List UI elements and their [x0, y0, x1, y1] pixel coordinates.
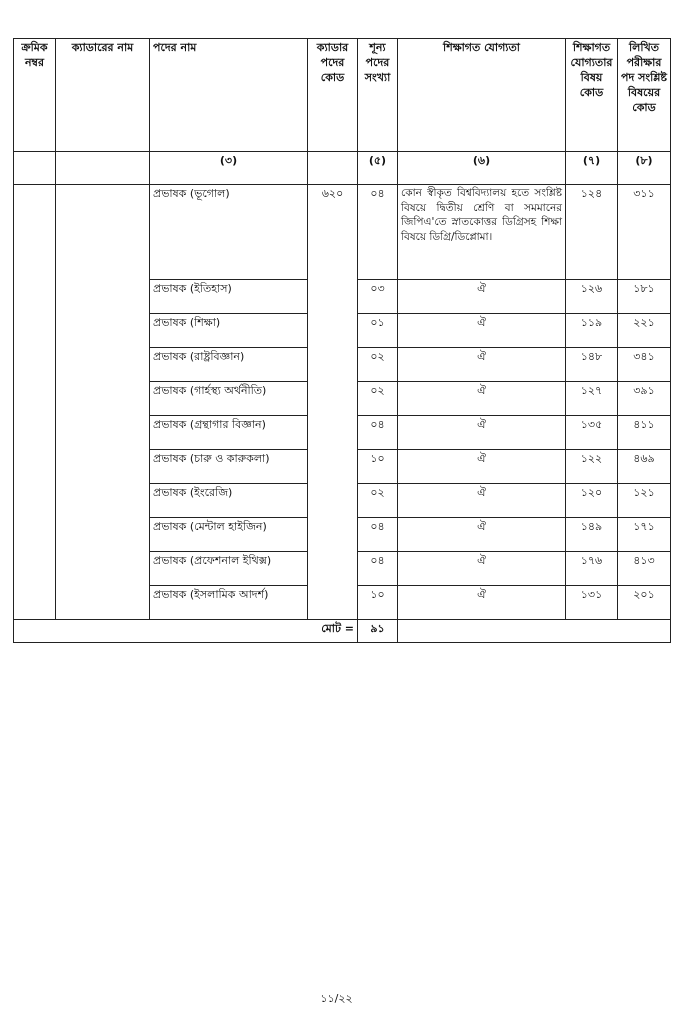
cadre-name-cell — [56, 314, 150, 348]
subject-code-cell: ১২৬ — [566, 280, 618, 314]
qualification-cell: ঐ — [398, 484, 566, 518]
post-name-cell: প্রভাষক (ভূগোল) — [150, 185, 308, 280]
serial-cell — [14, 518, 56, 552]
table-row — [14, 280, 671, 314]
column-number — [308, 152, 358, 185]
column-number — [14, 152, 56, 185]
column-number-row — [14, 152, 671, 185]
column-number: (৬) — [398, 152, 566, 185]
cadre-name-cell — [56, 382, 150, 416]
table-row — [14, 450, 671, 484]
exam-code-cell: ৩১১ — [618, 185, 671, 280]
cadre-name-cell — [56, 484, 150, 518]
vacancies-cell: ০২ — [358, 348, 398, 382]
subject-code-cell: ১১৯ — [566, 314, 618, 348]
total-row — [14, 620, 671, 643]
post-name-cell: প্রভাষক (মেন্টাল হাইজিন) — [150, 518, 308, 552]
cadre-code-cell — [308, 552, 358, 586]
table-row — [14, 185, 671, 280]
cadre-code-cell — [308, 484, 358, 518]
column-number — [56, 152, 150, 185]
qualification-cell: ঐ — [398, 416, 566, 450]
column-number: (৫) — [358, 152, 398, 185]
post-name-cell: প্রভাষক (প্রফেশনাল ইথিক্স) — [150, 552, 308, 586]
header-serial: ক্রমিক নম্বর — [14, 39, 56, 152]
cadre-name-cell — [56, 552, 150, 586]
serial-cell — [14, 450, 56, 484]
qualification-cell: কোন স্বীকৃত বিশ্ববিদ্যালয় হতে সংশ্লিষ্ট বিষয়ে দ্বিতীয় শ্রেণি বা সমমানের জিপিএ'তে স্নাতকোত্তর ডিগ্রিসহ শিক্ষা বিষয়ে ডিগ্রি/ডিপ্লোমা। — [398, 185, 566, 280]
serial-cell — [14, 280, 56, 314]
exam-code-cell: ৪১৩ — [618, 552, 671, 586]
exam-code-cell: ১৭১ — [618, 518, 671, 552]
qualification-cell: ঐ — [398, 552, 566, 586]
qualification-cell: ঐ — [398, 280, 566, 314]
cadre-code-cell — [308, 450, 358, 484]
subject-code-cell: ১৭৬ — [566, 552, 618, 586]
qualification-cell: ঐ — [398, 382, 566, 416]
page-number: ১১/২২ — [320, 992, 353, 1005]
column-number: (৭) — [566, 152, 618, 185]
header-post-name: পদের নাম — [150, 39, 308, 152]
vacancies-cell: ০২ — [358, 382, 398, 416]
column-number: (৩) — [150, 152, 308, 185]
serial-cell — [14, 484, 56, 518]
exam-code-cell: ৩৪১ — [618, 348, 671, 382]
subject-code-cell: ১৩১ — [566, 586, 618, 620]
subject-code-cell: ১৩৫ — [566, 416, 618, 450]
vacancies-cell: ১০ — [358, 586, 398, 620]
table-row — [14, 518, 671, 552]
cadre-name-cell — [56, 518, 150, 552]
table-row — [14, 416, 671, 450]
qualification-cell: ঐ — [398, 450, 566, 484]
cadre-code-cell: ৬২০ — [308, 185, 358, 280]
vacancies-cell: ০২ — [358, 484, 398, 518]
header-exam-code: লিখিত পরীক্ষার পদ সংশ্লিষ্ট বিষয়ের কোড — [618, 39, 671, 152]
vacancies-cell: ০৪ — [358, 416, 398, 450]
cadre-name-cell — [56, 586, 150, 620]
post-name-cell: প্রভাষক (শিক্ষা) — [150, 314, 308, 348]
cadre-name-cell — [56, 416, 150, 450]
vacancies-cell: ০৪ — [358, 518, 398, 552]
table-row — [14, 382, 671, 416]
vacancies-cell: ০৪ — [358, 185, 398, 280]
cadre-code-cell — [308, 586, 358, 620]
vacancies-cell: ০১ — [358, 314, 398, 348]
serial-cell — [14, 416, 56, 450]
column-number: (৮) — [618, 152, 671, 185]
qualification-cell: ঐ — [398, 314, 566, 348]
qualification-cell: ঐ — [398, 586, 566, 620]
table-row — [14, 552, 671, 586]
vacancies-cell: ০৪ — [358, 552, 398, 586]
cadre-code-cell — [308, 518, 358, 552]
cadre-name-cell — [56, 280, 150, 314]
post-name-cell: প্রভাষক (ইংরেজি) — [150, 484, 308, 518]
subject-code-cell: ১৪৮ — [566, 348, 618, 382]
post-name-cell: প্রভাষক (গ্রন্থাগার বিজ্ঞান) — [150, 416, 308, 450]
table-row — [14, 586, 671, 620]
total-empty-cell — [398, 620, 671, 643]
cadre-code-cell — [308, 416, 358, 450]
cadre-code-cell — [308, 280, 358, 314]
post-name-cell: প্রভাষক (রাষ্ট্রবিজ্ঞান) — [150, 348, 308, 382]
header-cadre-code: ক্যাডার পদের কোড — [308, 39, 358, 152]
cadre-code-cell — [308, 314, 358, 348]
vacancies-cell: ১০ — [358, 450, 398, 484]
exam-code-cell: ২০১ — [618, 586, 671, 620]
table-row — [14, 314, 671, 348]
header-cadre-name: ক্যাডারের নাম — [56, 39, 150, 152]
vacancy-table — [13, 38, 671, 643]
total-value: ৯১ — [358, 620, 398, 643]
qualification-cell: ঐ — [398, 348, 566, 382]
serial-cell — [14, 552, 56, 586]
cadre-code-cell — [308, 382, 358, 416]
serial-cell — [14, 586, 56, 620]
exam-code-cell: ৩৯১ — [618, 382, 671, 416]
cadre-name-cell — [56, 450, 150, 484]
subject-code-cell: ১২২ — [566, 450, 618, 484]
subject-code-cell: ১২০ — [566, 484, 618, 518]
header-row — [14, 39, 671, 152]
post-name-cell: প্রভাষক (ইসলামিক আদর্শ) — [150, 586, 308, 620]
serial-cell — [14, 382, 56, 416]
post-name-cell: প্রভাষক (চারু ও কারুকলা) — [150, 450, 308, 484]
exam-code-cell: ১৮১ — [618, 280, 671, 314]
table-row — [14, 484, 671, 518]
header-qualification: শিক্ষাগত যোগ্যতা — [398, 39, 566, 152]
qualification-cell: ঐ — [398, 518, 566, 552]
exam-code-cell: ১২১ — [618, 484, 671, 518]
subject-code-cell: ১২৭ — [566, 382, 618, 416]
subject-code-cell: ১২৪ — [566, 185, 618, 280]
exam-code-cell: ৪১১ — [618, 416, 671, 450]
post-name-cell: প্রভাষক (ইতিহাস) — [150, 280, 308, 314]
header-subject-code: শিক্ষাগত যোগ্যতার বিষয় কোড — [566, 39, 618, 152]
serial-cell — [14, 314, 56, 348]
vacancies-cell: ০৩ — [358, 280, 398, 314]
post-name-cell: প্রভাষক (গার্হস্থ্য অর্থনীতি) — [150, 382, 308, 416]
table-row — [14, 348, 671, 382]
total-label: মোট = — [14, 620, 358, 643]
serial-cell — [14, 348, 56, 382]
exam-code-cell: ৪৬৯ — [618, 450, 671, 484]
exam-code-cell: ২২১ — [618, 314, 671, 348]
cadre-code-cell — [308, 348, 358, 382]
header-vacancies: শূন্য পদের সংখ্যা — [358, 39, 398, 152]
cadre-name-cell — [56, 185, 150, 280]
serial-cell — [14, 185, 56, 280]
cadre-name-cell — [56, 348, 150, 382]
subject-code-cell: ১৪৯ — [566, 518, 618, 552]
